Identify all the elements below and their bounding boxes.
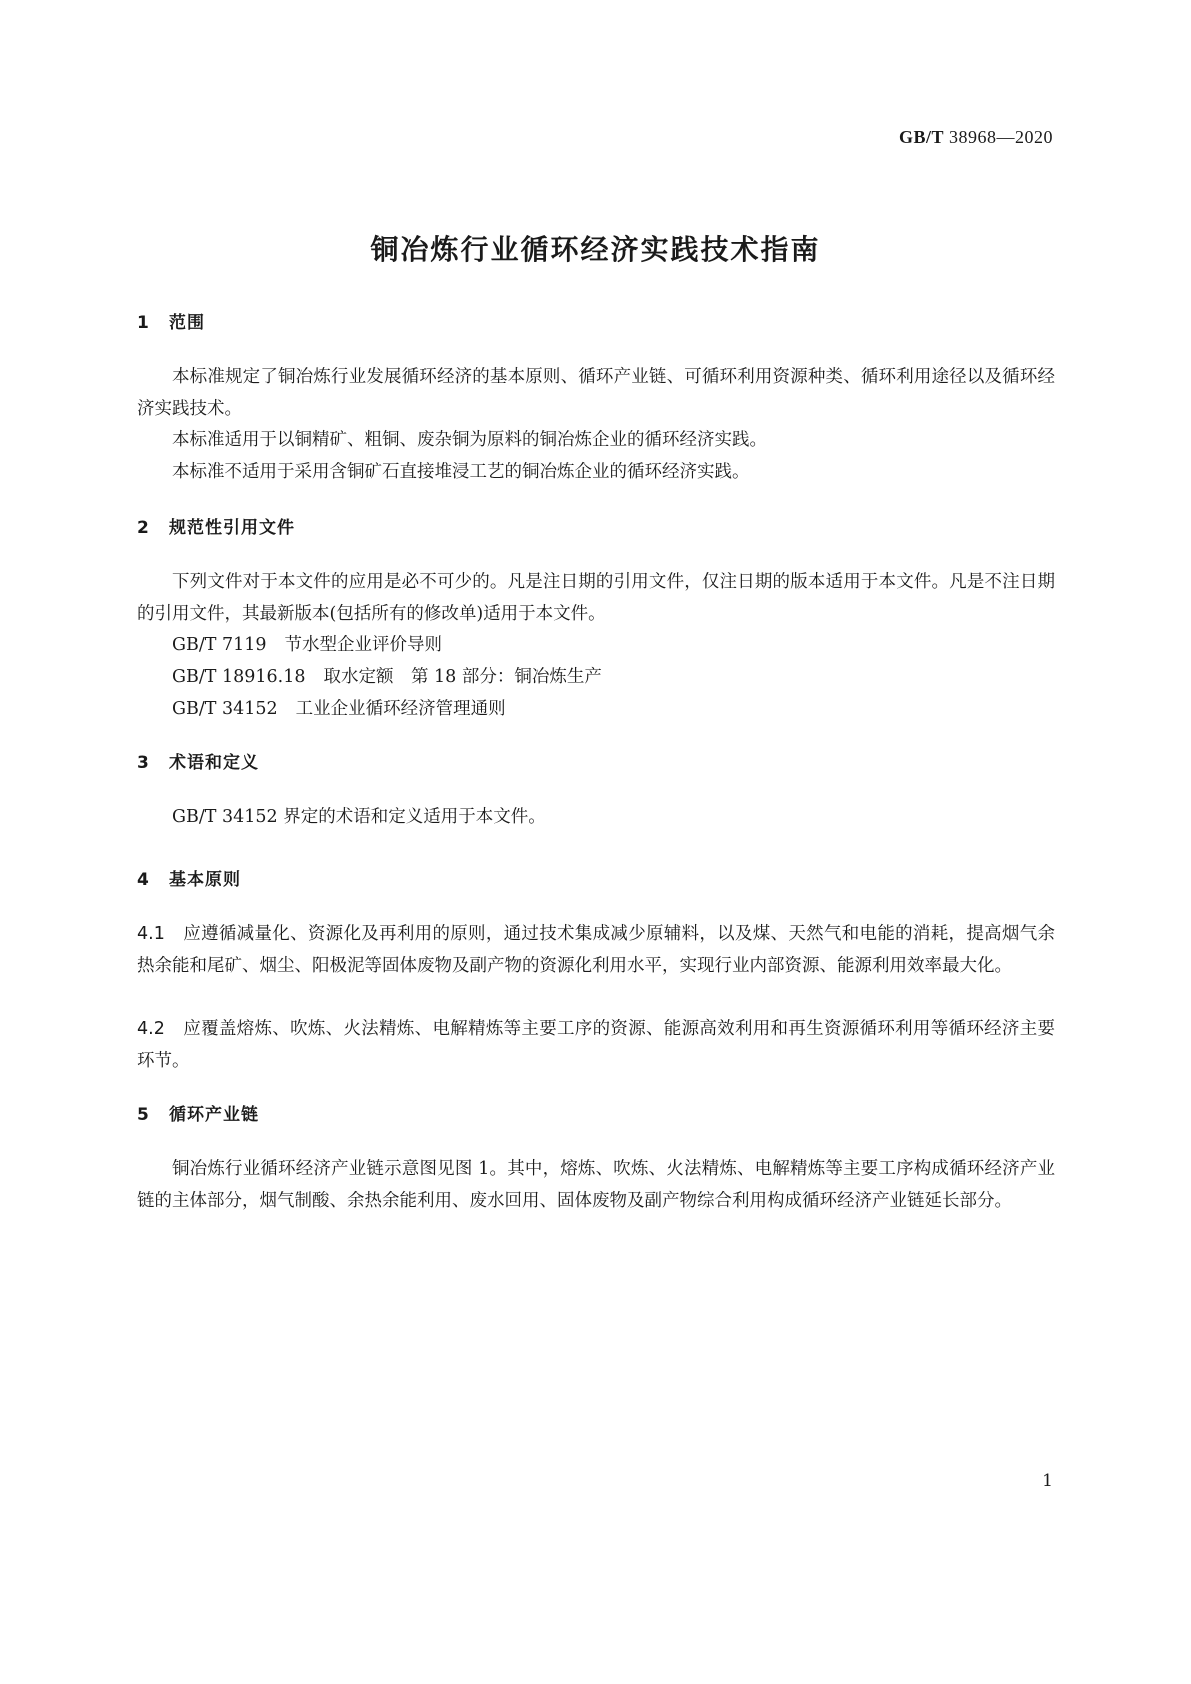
standard-prefix: GB/T xyxy=(898,127,944,147)
reference-title: 取水定额 第 18 部分：铜冶炼生产 xyxy=(323,667,602,687)
section-title: 循环产业链 xyxy=(169,1105,259,1125)
paragraph: 下列文件对于本文件的应用是必不可少的。凡是注日期的引用文件，仅注日期的版本适用于本文件。凡是不注日期的引用文件，其最新版本(包括所有的修改单)适用于本文件。 xyxy=(137,572,1055,624)
section-title: 基本原则 xyxy=(169,870,241,890)
section-title: 范围 xyxy=(169,313,205,333)
section-number: 1 xyxy=(137,313,150,333)
section-title: 规范性引用文件 xyxy=(169,518,295,538)
section-number: 2 xyxy=(137,518,150,538)
section-heading-terms xyxy=(137,748,259,773)
clause-text: 应覆盖熔炼、吹炼、火法精炼、电解精炼等主要工序的资源、能源高效利用和再生资源循环利用等循环经济主要环节。 xyxy=(137,1019,1055,1071)
reference-title: 工业企业循环经济管理通则 xyxy=(295,699,506,719)
paragraph: 本标准不适用于采用含铜矿石直接堆浸工艺的铜冶炼企业的循环经济实践。 xyxy=(172,462,750,482)
clause-4-2 xyxy=(137,1013,1055,1077)
section-number: 4 xyxy=(137,870,150,890)
paragraph: 铜冶炼行业循环经济产业链示意图见图 1。其中，熔炼、吹炼、火法精炼、电解精炼等主要工序构成循环经济产业链的主体部分，烟气制酸、余热余能利用、废水回用、固体废物及副产物综合利用构成循环经济产业链延长部分。 xyxy=(137,1159,1055,1211)
reference-code: GB/T 7119 xyxy=(172,635,267,655)
section-heading-industrial-chain xyxy=(137,1100,259,1125)
clause-text: 应遵循减量化、资源化及再利用的原则，通过技术集成减少原辅料，以及煤、天然气和电能的消耗，提高烟气余热余能和尾矿、烟尘、阳极泥等固体废物及副产物的资源化利用水平，实现行业内部资源、能源利用效率最大化。 xyxy=(137,924,1055,976)
paragraph: 本标准适用于以铜精矿、粗铜、废杂铜为原料的铜冶炼企业的循环经济实践。 xyxy=(172,430,767,450)
section-title: 术语和定义 xyxy=(169,753,259,773)
reference-item xyxy=(172,661,602,693)
reference-item xyxy=(172,693,506,725)
standard-code xyxy=(899,127,1053,148)
standard-number: 38968—2020 xyxy=(949,127,1053,147)
document-title: 铜冶炼行业循环经济实践技术指南 xyxy=(370,233,821,266)
section-number: 3 xyxy=(137,753,150,773)
paragraph: 本标准规定了铜冶炼行业发展循环经济的基本原则、循环产业链、可循环利用资源种类、循环利用途径以及循环经济实践技术。 xyxy=(137,367,1055,419)
page-number: 1 xyxy=(1042,1471,1053,1491)
section-heading-basic-principles xyxy=(137,865,241,890)
reference-code: GB/T 34152 xyxy=(172,699,278,719)
clause-number: 4.1 xyxy=(137,924,165,944)
clause-4-1 xyxy=(137,918,1055,982)
clause-number: 4.2 xyxy=(137,1019,165,1039)
section-heading-scope xyxy=(137,308,205,333)
paragraph: GB/T 34152 界定的术语和定义适用于本文件。 xyxy=(172,807,546,827)
reference-title: 节水型企业评价导则 xyxy=(284,635,443,655)
reference-item xyxy=(172,629,442,661)
section-number: 5 xyxy=(137,1105,150,1125)
section-heading-normative-references xyxy=(137,513,295,538)
reference-code: GB/T 18916.18 xyxy=(172,667,306,687)
